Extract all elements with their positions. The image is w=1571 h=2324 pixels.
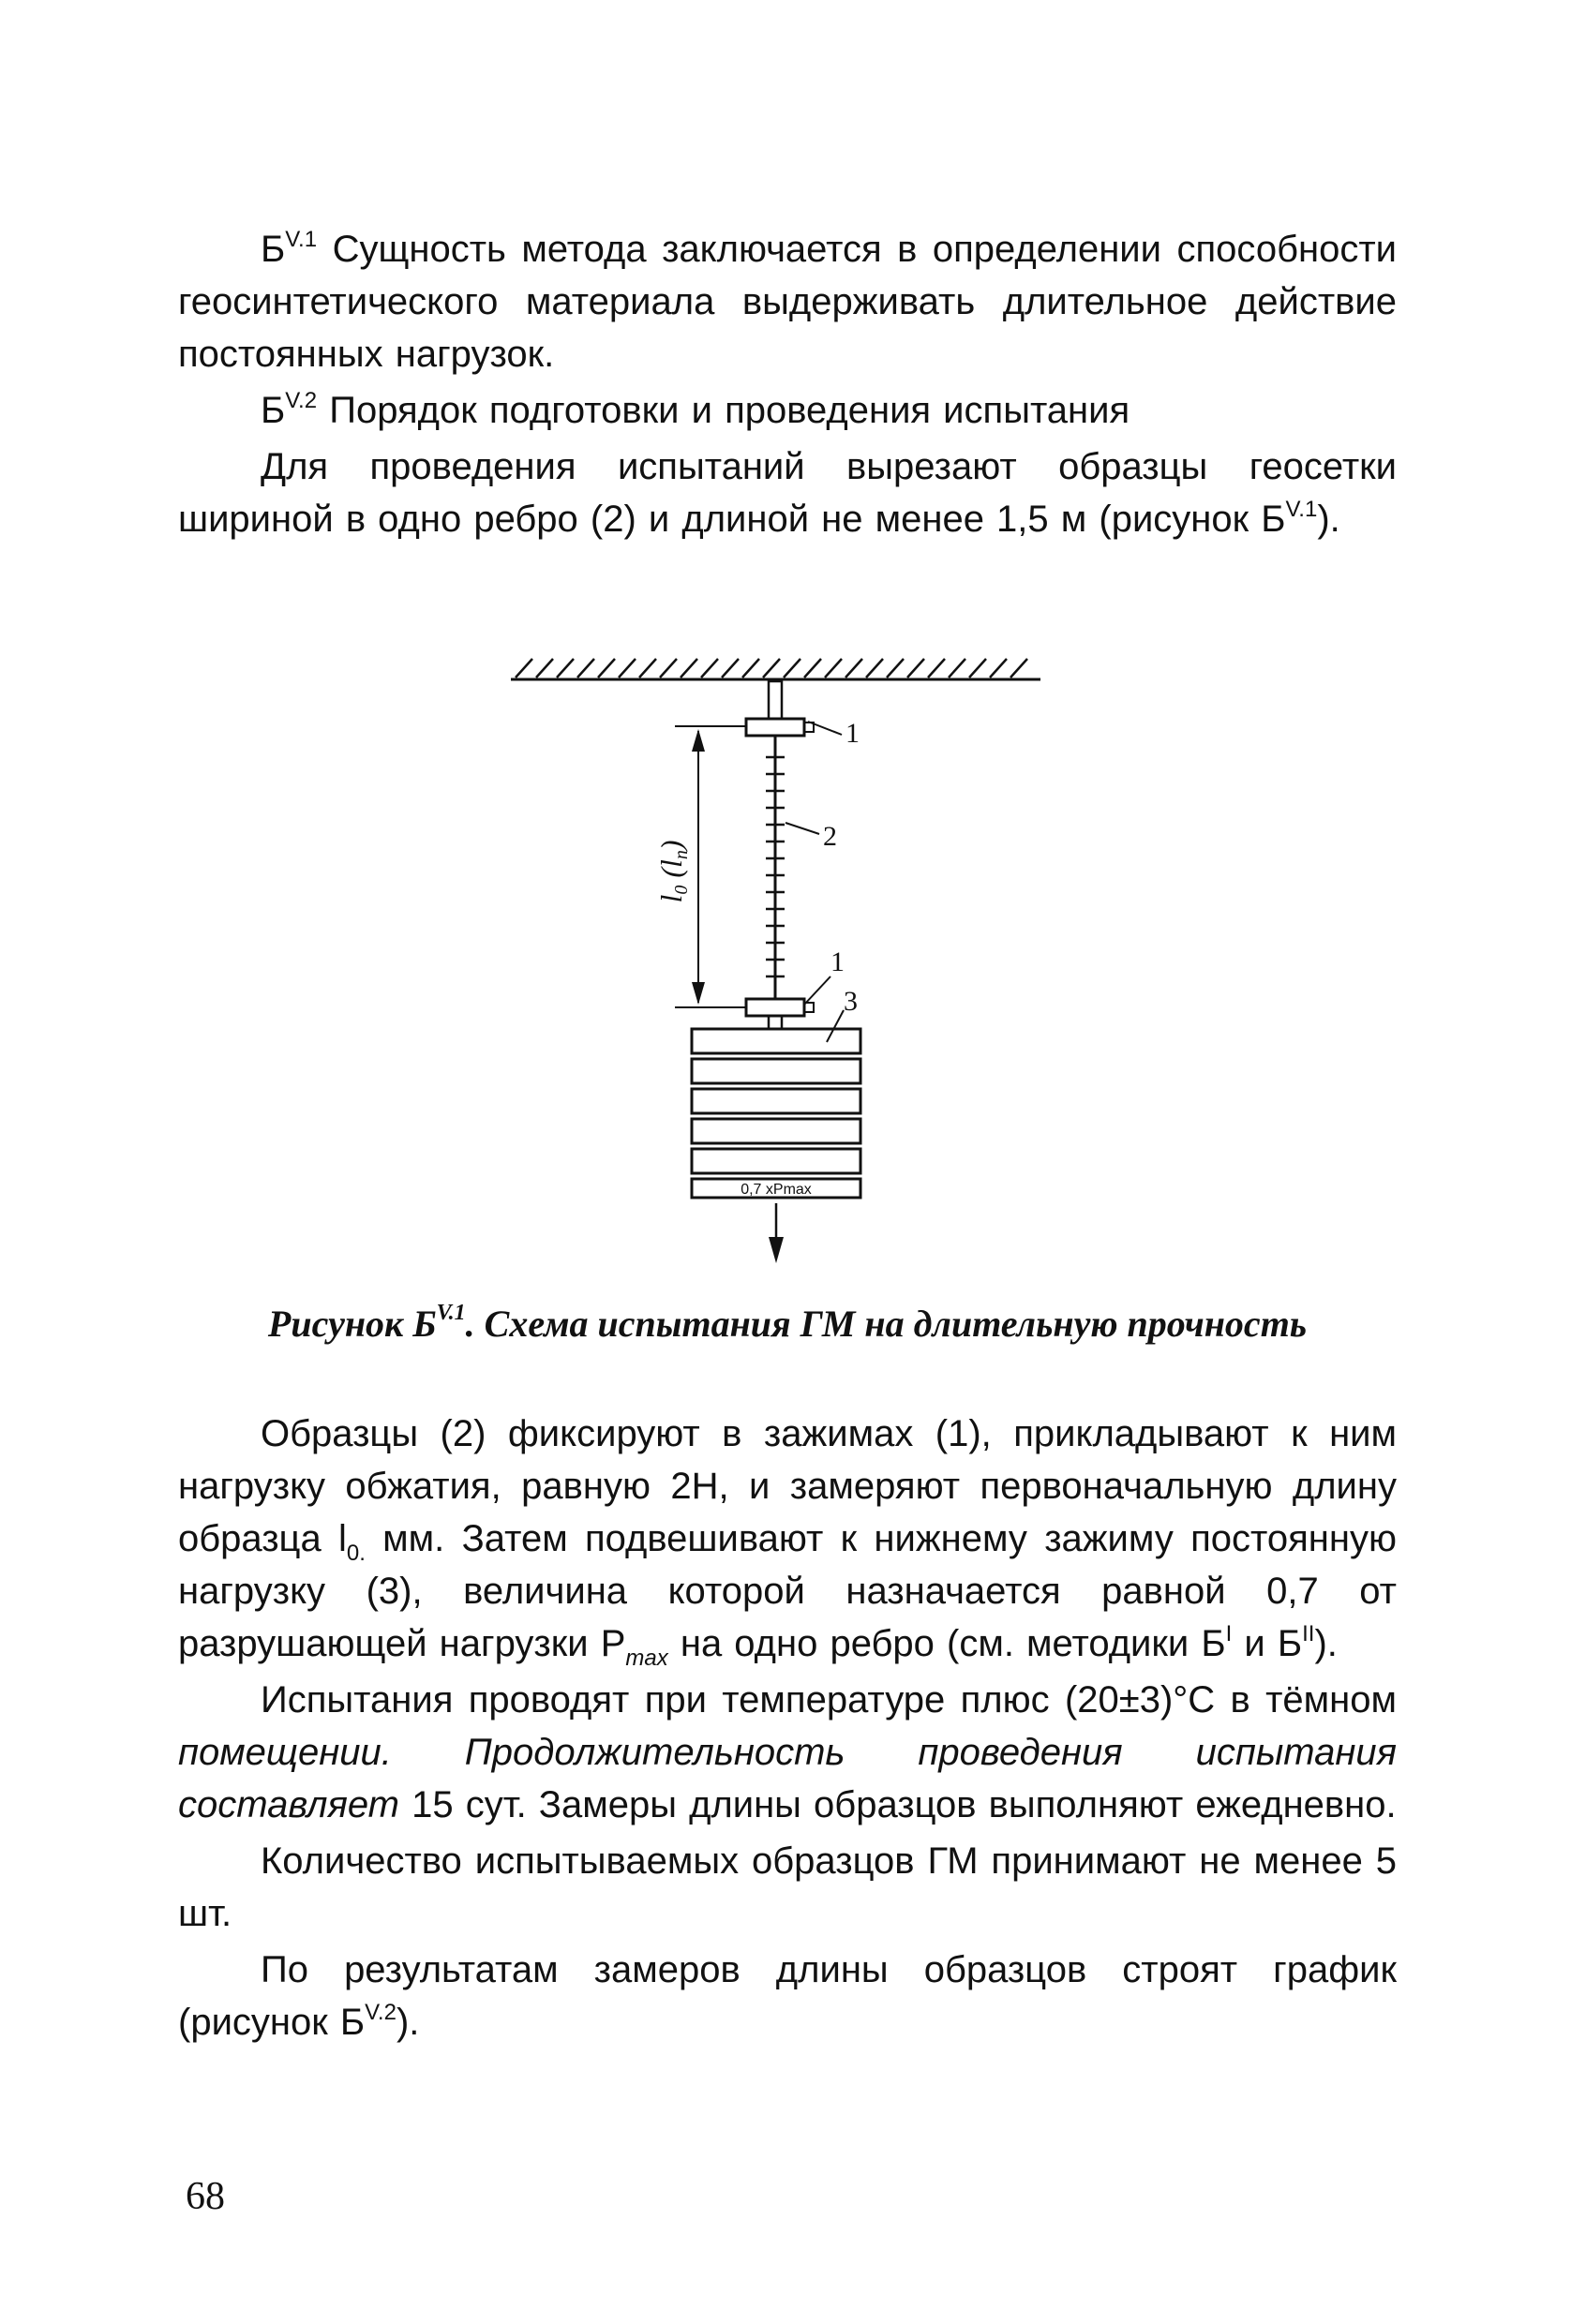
dimension-arrow-up-icon xyxy=(692,729,705,752)
weight-plate xyxy=(692,1149,860,1173)
figure-ref-sup: V.1 xyxy=(1285,497,1318,522)
label-load: 3 xyxy=(844,986,858,1017)
ceiling-hatching xyxy=(516,659,1027,678)
weight-label: 0,7 xPmax xyxy=(741,1182,812,1198)
paragraph-procedure-heading xyxy=(178,384,1397,437)
label-clamp-bottom: 1 xyxy=(830,946,845,977)
paragraph-essence xyxy=(178,223,1397,380)
hanger-rod xyxy=(769,681,782,719)
paragraph-text: Для проведения испытаний вырезают образцы геосетки шириной в одно ребро (2) и длиной не менее 1,5 м (рисунок Б xyxy=(178,446,1397,540)
section-label: Б xyxy=(261,390,286,431)
page-number: 68 xyxy=(186,2175,225,2218)
weight-plate xyxy=(692,1029,860,1053)
paragraph-sample-count: Количество испытываемых образцов ГМ принимают не менее 5 шт. xyxy=(178,1840,1397,1934)
weight-stack xyxy=(692,1029,860,1198)
top-clamp xyxy=(746,719,804,736)
paragraph-text: Сущность метода заключается в определении способности геосинтетического материала выдерживать длительное действие постоянных нагрузок. xyxy=(178,229,1397,375)
test-scheme-figure xyxy=(487,637,1069,1274)
figure-caption: Рисунок $Б^{V.1}$. Схема испытания ГМ на длительную прочность xyxy=(267,1301,1308,1345)
weight-plate xyxy=(692,1089,860,1113)
length-label: l0 (ln) xyxy=(654,840,692,903)
bottom-clamp xyxy=(746,999,804,1016)
top-text-block xyxy=(178,223,1397,545)
bottom-text-block xyxy=(178,1408,1397,2048)
label-clamp-top: 1 xyxy=(845,718,860,749)
label-sample: 2 xyxy=(823,821,837,852)
weight-plate xyxy=(692,1119,860,1143)
paragraph-text: Порядок подготовки и проведения испытания xyxy=(317,390,1130,431)
arrow-down-icon xyxy=(769,1237,784,1263)
weight-plate xyxy=(692,1059,860,1083)
paragraph-fixing: Образцы (2) фиксируют в зажимах (1), прикладывают к ним нагрузку обжатия, равную 2Н, и замеряют первоначальную длину образца $l_{0.}$ мм. Затем подвешивают к нижнему зажиму постоянную нагрузку (3), величина которой назначается равной 0,7 от разрушающей нагрузки $Р_{max}$ на одно ребро (см. методики $Б^I$ и $Б^{II}$). xyxy=(178,1413,1397,1671)
paragraph-temperature: Испытания проводят при температуре плюс (20±3)°С в тёмном помещении. Продолжительность проведения испытания составляет 15 сут. Замеры длины образцов выполняют ежедневно. xyxy=(178,1679,1397,1825)
paragraph-graph: По результатам замеров длины образцов строят график (рисунок $Б^{V.2}$). xyxy=(178,1949,1397,2043)
dimension-arrow-down-icon xyxy=(692,982,705,1005)
section-label: Б xyxy=(261,229,286,270)
paragraph-tail: ). xyxy=(1317,499,1340,540)
section-label-sup: V.1 xyxy=(285,227,318,252)
paragraph-samples xyxy=(178,440,1397,545)
section-label-sup: V.2 xyxy=(285,388,318,413)
